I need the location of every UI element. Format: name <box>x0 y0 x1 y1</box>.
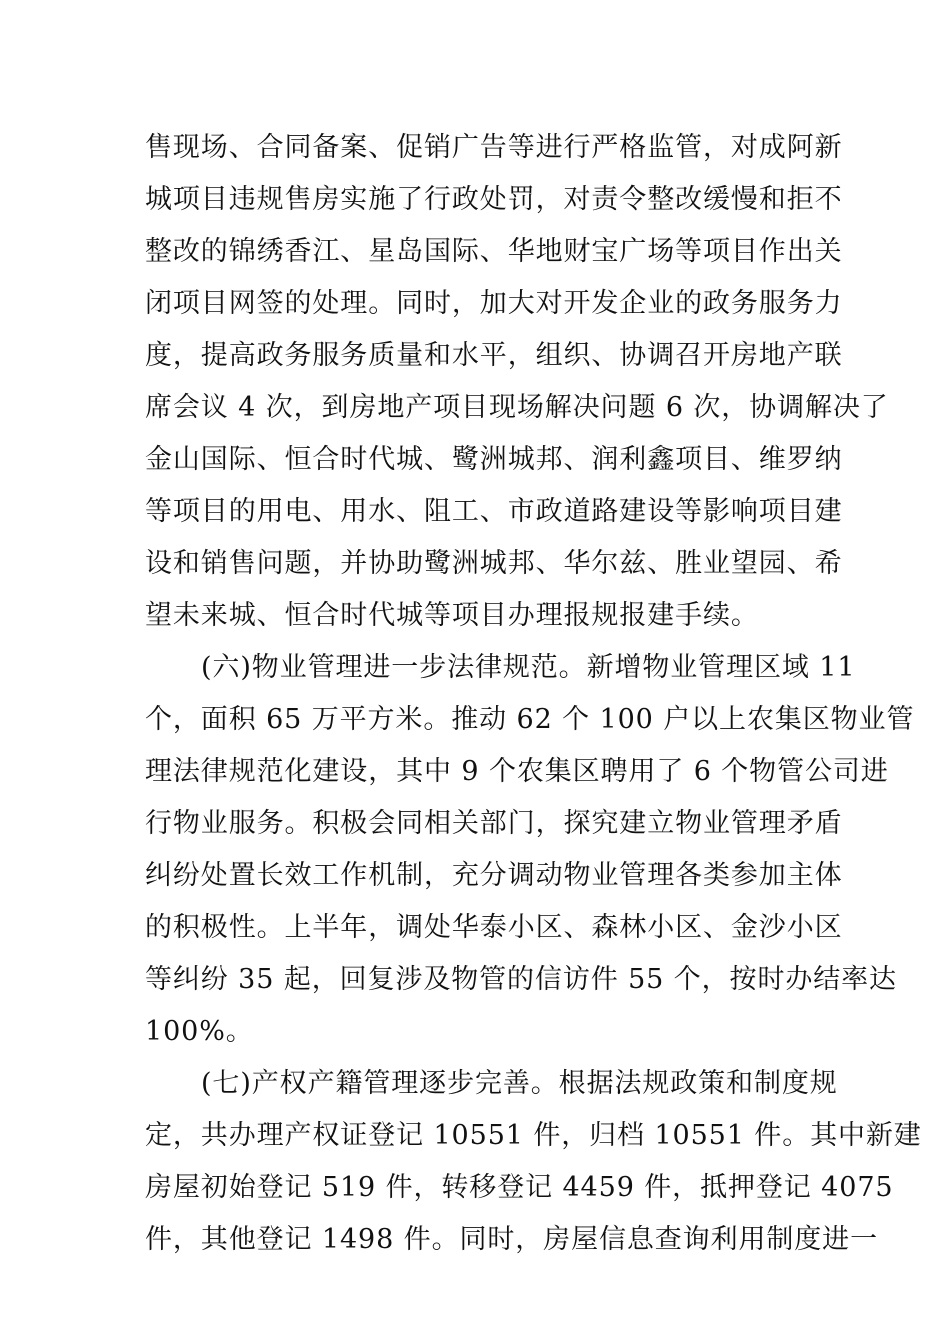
text-line: 房屋初始登记 519 件，转移登记 4459 件，抵押登记 4075 <box>145 1172 894 1203</box>
text-line: 定，共办理产权证登记 10551 件，归档 10551 件。其中新建 <box>145 1120 922 1151</box>
text-line: 理法律规范化建设，其中 9 个农集区聘用了 6 个物管公司进 <box>145 756 889 787</box>
text-line: 度，提高政务服务质量和水平，组织、协调召开房地产联 <box>145 340 843 371</box>
text-line: 闭项目网签的处理。同时，加大对开发企业的政务服务力 <box>145 288 843 319</box>
text-line: (六)物业管理进一步法律规范。新增物业管理区域 11 <box>201 652 856 683</box>
text-line: 等纠纷 35 起，回复涉及物管的信访件 55 个，按时办结率达 <box>145 964 897 995</box>
text-line: 整改的锦绣香江、星岛国际、华地财宝广场等项目作出关 <box>145 236 843 267</box>
text-line: 100%。 <box>145 1016 254 1047</box>
text-line: 席会议 4 次，到房地产项目现场解决问题 6 次，协调解决了 <box>145 392 889 423</box>
text-line: 个，面积 65 万平方米。推动 62 个 100 户以上农集区物业管 <box>145 704 915 735</box>
text-line: 件，其他登记 1498 件。同时，房屋信息查询利用制度进一 <box>145 1224 878 1255</box>
text-line: 城项目违规售房实施了行政处罚，对责令整改缓慢和拒不 <box>145 184 843 215</box>
text-line: 行物业服务。积极会同相关部门，探究建立物业管理矛盾 <box>145 808 843 839</box>
text-line: 望未来城、恒合时代城等项目办理报规报建手续。 <box>145 600 759 631</box>
text-line: 等项目的用电、用水、阻工、市政道路建设等影响项目建 <box>145 496 843 527</box>
text-line: 金山国际、恒合时代城、鹭洲城邦、润利鑫项目、维罗纳 <box>145 444 843 475</box>
text-line: 设和销售问题，并协助鹭洲城邦、华尔兹、胜业望园、希 <box>145 548 843 579</box>
text-line: 纠纷处置长效工作机制，充分调动物业管理各类参加主体 <box>145 860 843 891</box>
text-line: (七)产权产籍管理逐步完善。根据法规政策和制度规 <box>201 1068 838 1099</box>
text-line: 的积极性。上半年，调处华泰小区、森林小区、金沙小区 <box>145 912 843 943</box>
text-line: 售现场、合同备案、促销广告等进行严格监管，对成阿新 <box>145 132 843 163</box>
